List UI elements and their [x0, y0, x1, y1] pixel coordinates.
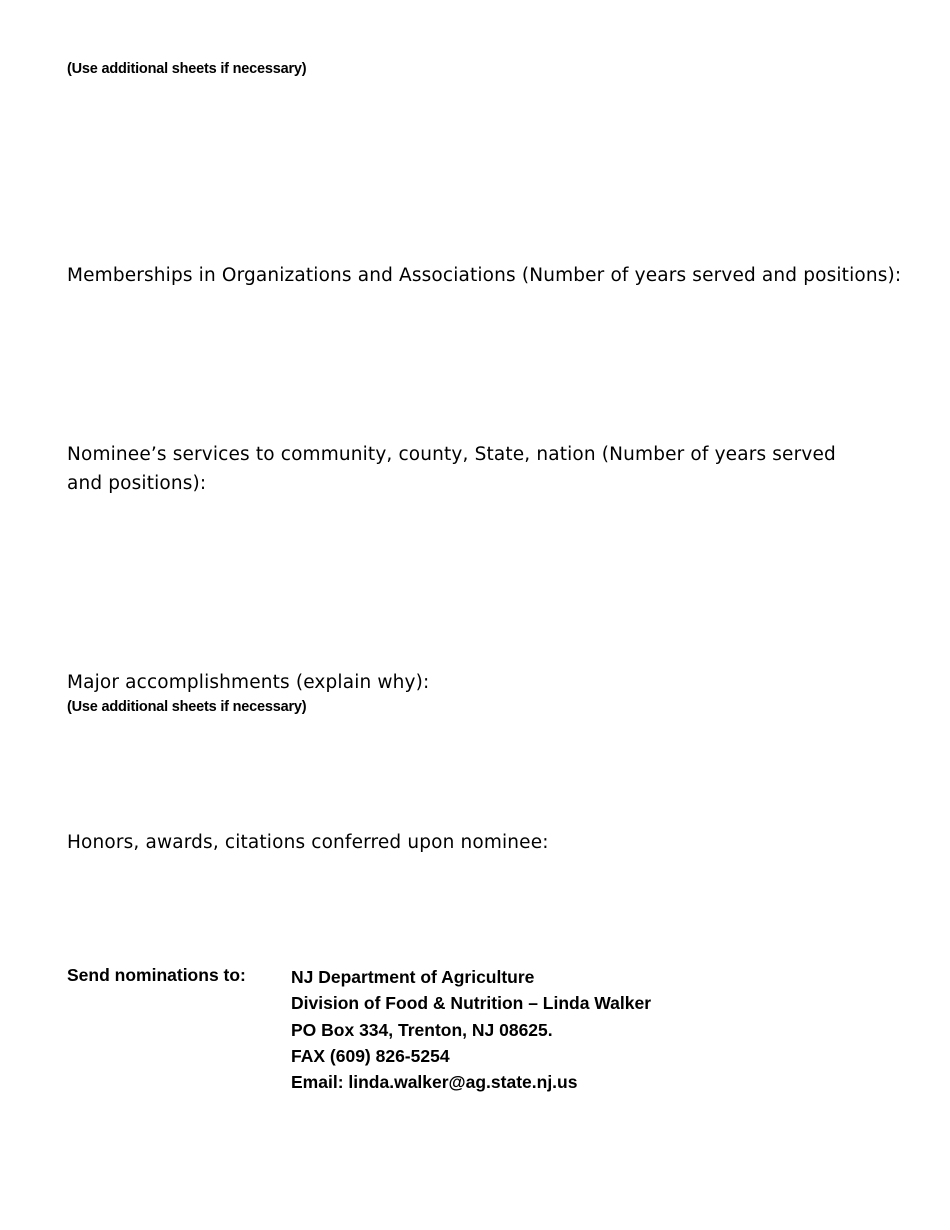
accomplishments-prompt: Major accomplishments (explain why):: [67, 672, 430, 693]
memberships-prompt: Memberships in Organizations and Associations (Number of years served and positions):: [67, 265, 902, 286]
address-po-box: PO Box 334, Trenton, NJ 08625.: [291, 1019, 553, 1040]
address-fax: FAX (609) 826-5254: [291, 1045, 450, 1066]
additional-sheets-note: (Use additional sheets if necessary): [67, 61, 307, 77]
address-department: NJ Department of Agriculture: [291, 967, 535, 987]
honors-prompt: Honors, awards, citations conferred upon nominee:: [67, 832, 549, 853]
send-nominations-label: Send nominations to:: [67, 965, 246, 985]
mailing-address: [291, 965, 911, 1096]
address-email: Email: linda.walker@ag.state.nj.us: [291, 1072, 578, 1093]
services-prompt: Nominee’s services to community, county, State, nation (Number of years served and positions):: [67, 444, 836, 494]
accomplishments-note: (Use additional sheets if necessary): [67, 699, 307, 715]
address-division: Division of Food & Nutrition – Linda Walker: [291, 993, 652, 1014]
